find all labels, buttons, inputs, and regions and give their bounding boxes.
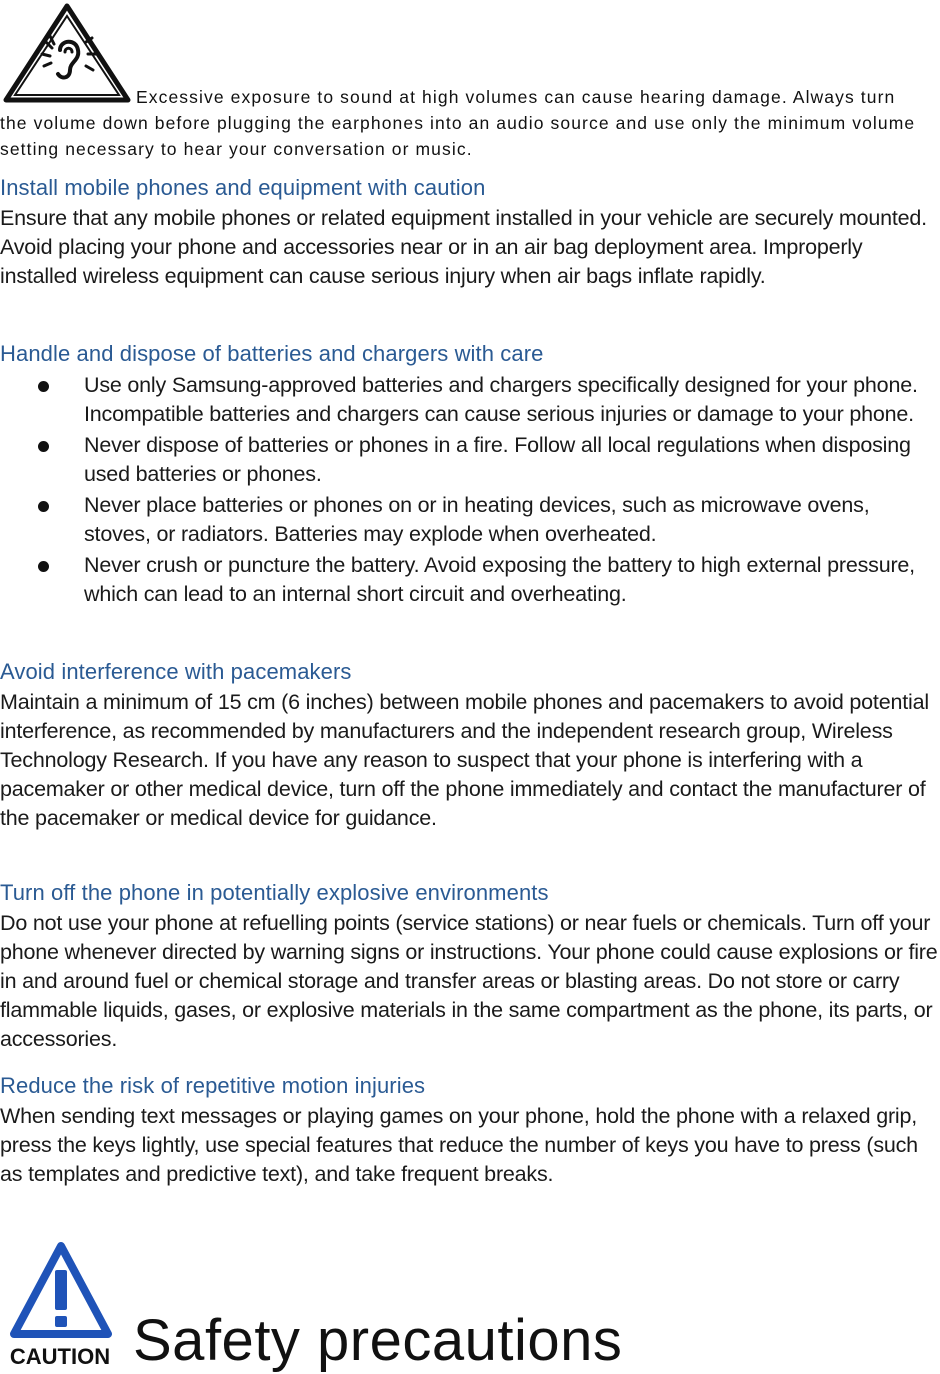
list-item — [0, 431, 940, 489]
page-title: Safety precautions — [133, 1308, 623, 1373]
bullet-icon — [38, 501, 49, 512]
section-repetitive — [0, 1072, 940, 1189]
section-pacemakers — [0, 658, 940, 833]
section-body: Do not use your phone at refuelling points (service stations) or near fuels or chemicals. Turn off your phone whenever directed by warning signs or instructions. Your phone could cause explosions or fire in and around fuel or chemical storage and transfer areas or blasting areas. Do not store or carry flammable liquids, gases, or explosive materials in the same compartment as the phone, its parts, or accessories. — [0, 911, 938, 1051]
hearing-warning-text: Excessive exposure to sound at high volumes can cause hearing damage. Always turn the volume down before plugging the earphones into an audio source and use only the minimum volume setting necessary to hear your conversation or music. — [0, 87, 916, 159]
list-item-text: Never place batteries or phones on or in heating devices, such as microwave ovens, stoves, or radiators. Batteries may explode when overheated. — [84, 493, 870, 546]
caution-icon — [0, 1240, 122, 1368]
list-item-text: Use only Samsung-approved batteries and chargers specifically designed for your phone. Incompatible batteries and chargers can cause serious injuries or damage to your phone. — [84, 373, 918, 426]
bullet-list — [0, 371, 940, 609]
section-heading: Reduce the risk of repetitive motion injuries — [0, 1073, 426, 1098]
section-body: When sending text messages or playing games on your phone, hold the phone with a relaxed grip, press the keys lightly, use special features that reduce the number of keys you have to press (such as templates and predictive text), and take frequent breaks. — [0, 1104, 918, 1186]
section-heading: Install mobile phones and equipment with caution — [0, 175, 486, 200]
list-item — [0, 491, 940, 549]
list-item-text: Never dispose of batteries or phones in a fire. Follow all local regulations when disposing used batteries or phones. — [84, 433, 911, 486]
bullet-icon — [38, 441, 49, 452]
list-item — [0, 551, 940, 609]
section-heading: Turn off the phone in potentially explosive environments — [0, 880, 549, 905]
list-item — [0, 371, 940, 429]
section-batteries — [0, 340, 940, 611]
caution-label: CAUTION — [9, 1344, 111, 1368]
bullet-icon — [38, 381, 49, 392]
bullet-icon — [38, 561, 49, 572]
section-body: Ensure that any mobile phones or related equipment installed in your vehicle are securely mounted. Avoid placing your phone and accessories near or in an air bag deployment area. Improperly installed wireless equipment can cause serious injury when air bags inflate rapidly. — [0, 206, 927, 288]
section-body: Maintain a minimum of 15 cm (6 inches) between mobile phones and pacemakers to avoid potential interference, as recommended by manufacturers and the independent research group, Wireless Technology Research. If you have any reason to suspect that your phone is interfering with a pacemaker or other medical device, turn off the phone immediately and contact the manufacturer of the pacemaker or medical device for guidance. — [0, 690, 929, 830]
section-explosive — [0, 879, 940, 1054]
section-heading: Handle and dispose of batteries and chargers with care — [0, 341, 544, 366]
section-heading: Avoid interference with pacemakers — [0, 659, 352, 684]
section-install — [0, 174, 940, 291]
list-item-text: Never crush or puncture the battery. Avoid exposing the battery to high external pressure, which can lead to an internal short circuit and overheating. — [84, 553, 915, 606]
